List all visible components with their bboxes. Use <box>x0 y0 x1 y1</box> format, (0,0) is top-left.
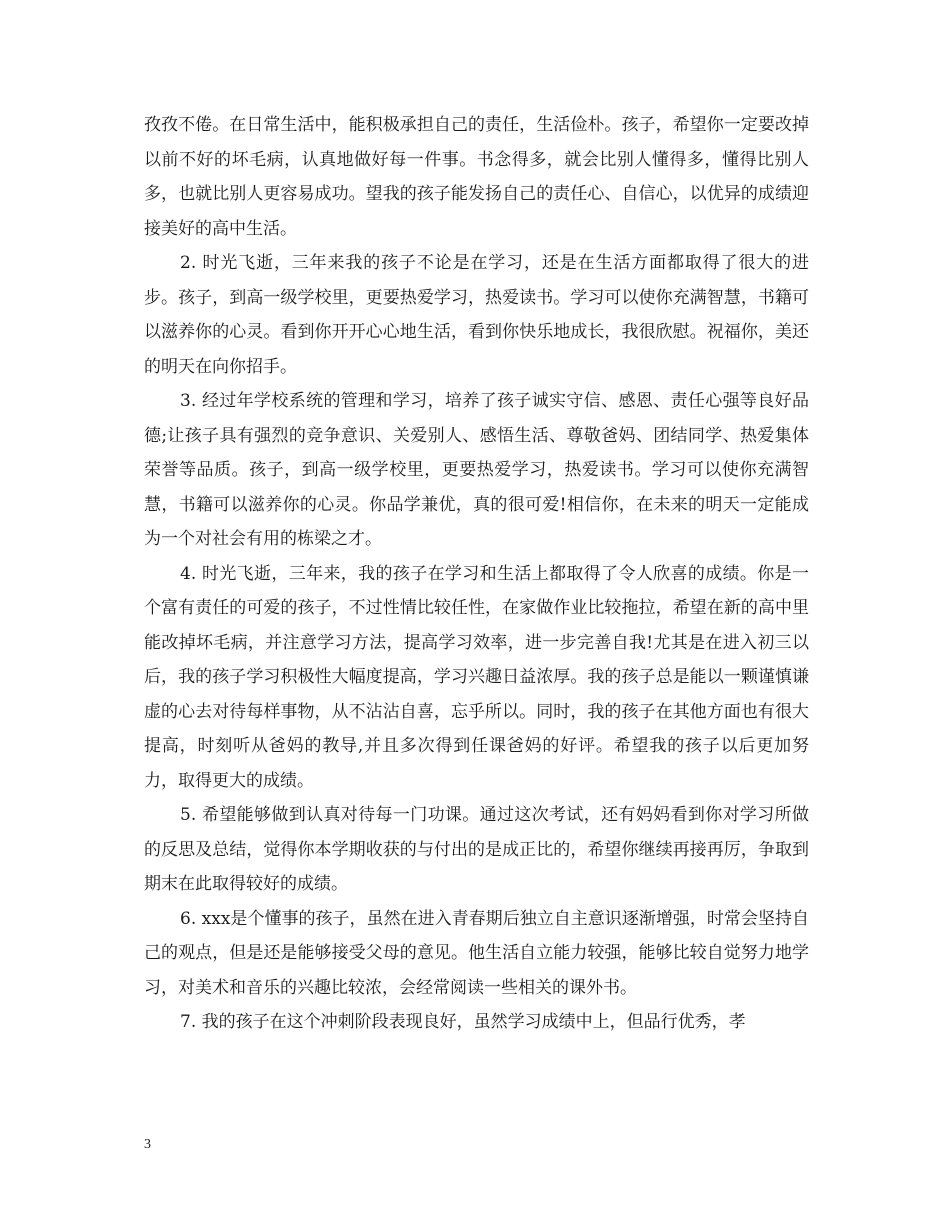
paragraph-item-7: 7. 我的孩子在这个冲刺阶段表现良好，虽然学习成绩中上，但品行优秀，孝 <box>180 1012 746 1032</box>
page-number: 3 <box>144 1137 151 1152</box>
paragraph-item-4: 4. 时光飞逝，三年来，我的孩子在学习和生活上都取得了令人欣喜的成绩。你是一个富有责任的可爱的孩子，不过性情比较任性，在家做作业比较拖拉，希望在新的高中里能改掉坏毛病，并注意学习方法，提高学习效率，进一步完善自我!尤其是在进入初三以后，我的孩子学习积极性大幅度提高，学习兴趣日益浓厚。我的孩子总是能以一颗谨慎谦虚的心去对待每样事物，从不沾沾自喜，忘乎所以。同时，我的孩子在其他方面也有很大提高，时刻听从爸妈的教导,并且多次得到任课爸妈的好评。希望我的孩子以后更加努力，取得更大的成绩。 <box>144 563 809 791</box>
document-body <box>144 108 809 1040</box>
paragraph-item-5: 5. 希望能够做到认真对待每一门功课。通过这次考试，还有妈妈看到你对学习所做的反思及总结，觉得你本学期收获的与付出的是成正比的，希望你继续再接再厉，争取到期末在此取得较好的成绩。 <box>144 805 809 894</box>
paragraph-continuation: 孜孜不倦。在日常生活中，能积极承担自己的责任，生活俭朴。孩子，希望你一定要改掉以前不好的坏毛病，认真地做好每一件事。书念得多，就会比别人懂得多，懂得比别人多，也就比别人更容易成功。望我的孩子能发扬自己的责任心、自信心，以优异的成绩迎接美好的高中生活。 <box>144 115 809 239</box>
paragraph-item-6: 6. xxx是个懂事的孩子，虽然在进入青春期后独立自主意识逐渐增强，时常会坚持自己的观点，但是还是能够接受父母的意见。他生活自立能力较强，能够比较自觉努力地学习，对美术和音乐的兴趣比较浓，会经常阅读一些相关的课外书。 <box>144 908 809 998</box>
paragraph-item-3: 3. 经过年学校系统的管理和学习，培养了孩子诚实守信、感恩、责任心强等良好品德;让孩子具有强烈的竞争意识、关爱别人、感悟生活、尊敬爸妈、团结同学、热爱集体荣誉等品质。孩子，到高一级学校里，更要热爱学习，热爱读书。学习可以使你充满智慧，书籍可以滋养你的心灵。你品学兼优，真的很可爱!相信你，在未来的明天一定能成为一个对社会有用的栋梁之才。 <box>144 391 809 549</box>
paragraph-item-2: 2. 时光飞逝，三年来我的孩子不论是在学习，还是在生活方面都取得了很大的进步。孩子，到高一级学校里，更要热爱学习，热爱读书。学习可以使你充满智慧，书籍可以滋养你的心灵。看到你开开心心地生活，看到你快乐地成长，我很欣慰。祝福你，美还的明天在向你招手。 <box>144 253 809 377</box>
